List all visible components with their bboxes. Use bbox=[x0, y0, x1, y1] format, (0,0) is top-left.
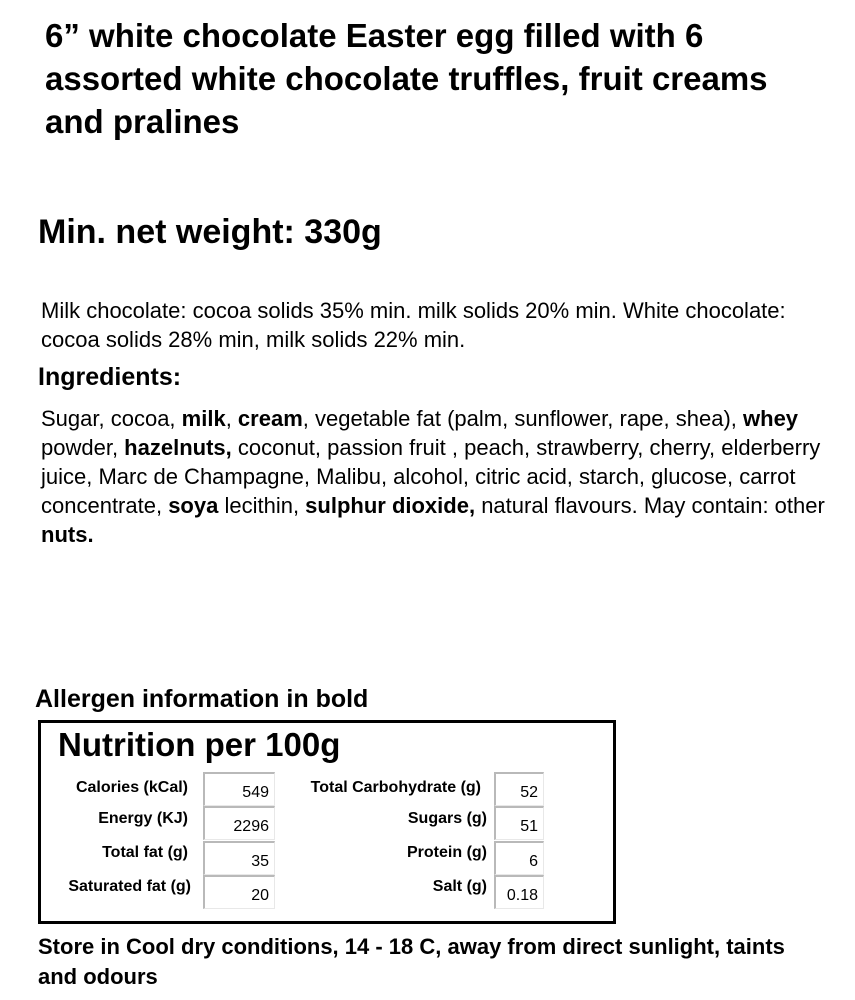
allergen-ingredient: milk bbox=[181, 406, 226, 431]
allergen-ingredient: cream bbox=[237, 406, 303, 431]
allergen-ingredient: soya bbox=[168, 493, 219, 518]
ingredient-text: lecithin, bbox=[218, 493, 306, 518]
nutrition-value: 0.18 bbox=[494, 875, 544, 909]
ingredient-text: coconut, passion fruit , peach, strawberry, cherry, elderberry juice, Marc de Champagne, Malibu, alcohol, citric acid, starch, glucose, carrot concentrate, bbox=[41, 435, 821, 518]
ingredients-text bbox=[41, 404, 831, 549]
nutrition-label: Protein (g) bbox=[407, 844, 487, 861]
allergen-ingredient: sulphur dioxide, bbox=[305, 493, 476, 518]
nutrition-value: 20 bbox=[203, 875, 275, 909]
net-weight: Min. net weight: 330g bbox=[38, 213, 382, 251]
allergen-ingredient: whey bbox=[743, 406, 799, 431]
allergen-ingredient: hazelnuts, bbox=[124, 435, 232, 460]
nutrition-label: Total Carbohydrate (g) bbox=[310, 779, 481, 796]
ingredient-text: , vegetable fat (palm, sunflower, rape, shea), bbox=[302, 406, 744, 431]
nutrition-label: Energy (KJ) bbox=[98, 810, 188, 827]
nutrition-label: Total fat (g) bbox=[102, 844, 188, 861]
ingredient-text: powder, bbox=[41, 435, 125, 460]
ingredient-text: natural flavours. May contain: other bbox=[475, 493, 825, 518]
allergen-ingredient: nuts. bbox=[41, 522, 94, 547]
nutrition-value: 35 bbox=[203, 841, 275, 875]
ingredient-text: Sugar, cocoa, bbox=[41, 406, 182, 431]
nutrition-label: Calories (kCal) bbox=[75, 779, 188, 796]
storage-instructions: Store in Cool dry conditions, 14 - 18 C, away from direct sunlight, taints and odours bbox=[38, 934, 785, 989]
nutrition-value: 2296 bbox=[203, 806, 275, 840]
chocolate-info: Milk chocolate: cocoa solids 35% min. milk solids 20% min. White chocolate: cocoa solids 28% min, milk solids 22% min. bbox=[41, 298, 786, 352]
ingredients-heading: Ingredients: bbox=[38, 363, 182, 391]
nutrition-value: 51 bbox=[494, 806, 544, 840]
product-title: 6” white chocolate Easter egg filled with 6 assorted white chocolate truffles, fruit creams and pralines bbox=[45, 17, 768, 140]
nutrition-label: Sugars (g) bbox=[407, 810, 487, 827]
nutrition-value: 549 bbox=[203, 772, 275, 806]
nutrition-value: 6 bbox=[494, 841, 544, 875]
nutrition-heading: Nutrition per 100g bbox=[58, 726, 341, 763]
ingredient-text: , bbox=[225, 406, 238, 431]
nutrition-value: 52 bbox=[494, 772, 544, 806]
nutrition-label: Salt (g) bbox=[432, 878, 487, 895]
allergen-note: Allergen information in bold bbox=[35, 685, 369, 713]
nutrition-label: Saturated fat (g) bbox=[68, 878, 191, 895]
